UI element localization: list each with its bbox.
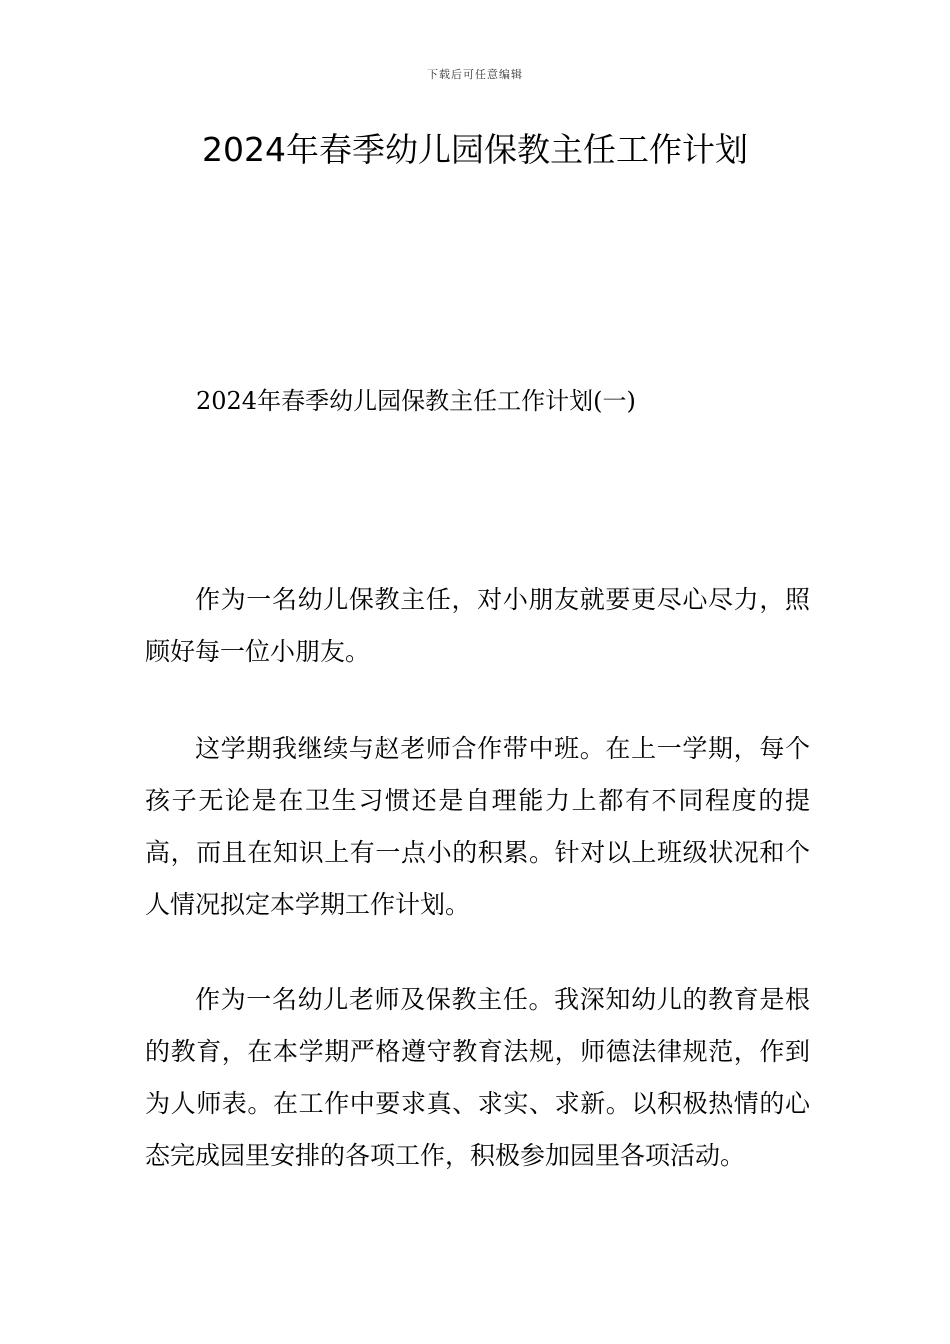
section-subtitle: 2024年春季幼儿园保教主任工作计划(一) bbox=[196, 387, 636, 415]
paragraph-3: 作为一名幼儿老师及保教主任。我深知幼儿的教育是根的教育，在本学期严格遵守教育法规，师德法律规范，作到为人师表。在工作中要求真、求实、求新。以积极热情的心态完成园里安排的各项工作，积极参加园里各项活动。 bbox=[145, 985, 810, 1170]
paragraph-2: 这学期我继续与赵老师合作带中班。在上一学期，每个孩子无论是在卫生习惯还是自理能力上都有不同程度的提高，而且在知识上有一点小的积累。针对以上班级状况和个人情况拟定本学期工作计划。 bbox=[145, 734, 810, 919]
header-note: 下载后可任意编辑 bbox=[427, 68, 523, 81]
document-title: 2024年春季幼儿园保教主任工作计划 bbox=[202, 130, 748, 169]
paragraph-1: 作为一名幼儿保教主任，对小朋友就要更尽心尽力，照顾好每一位小朋友。 bbox=[145, 585, 810, 666]
